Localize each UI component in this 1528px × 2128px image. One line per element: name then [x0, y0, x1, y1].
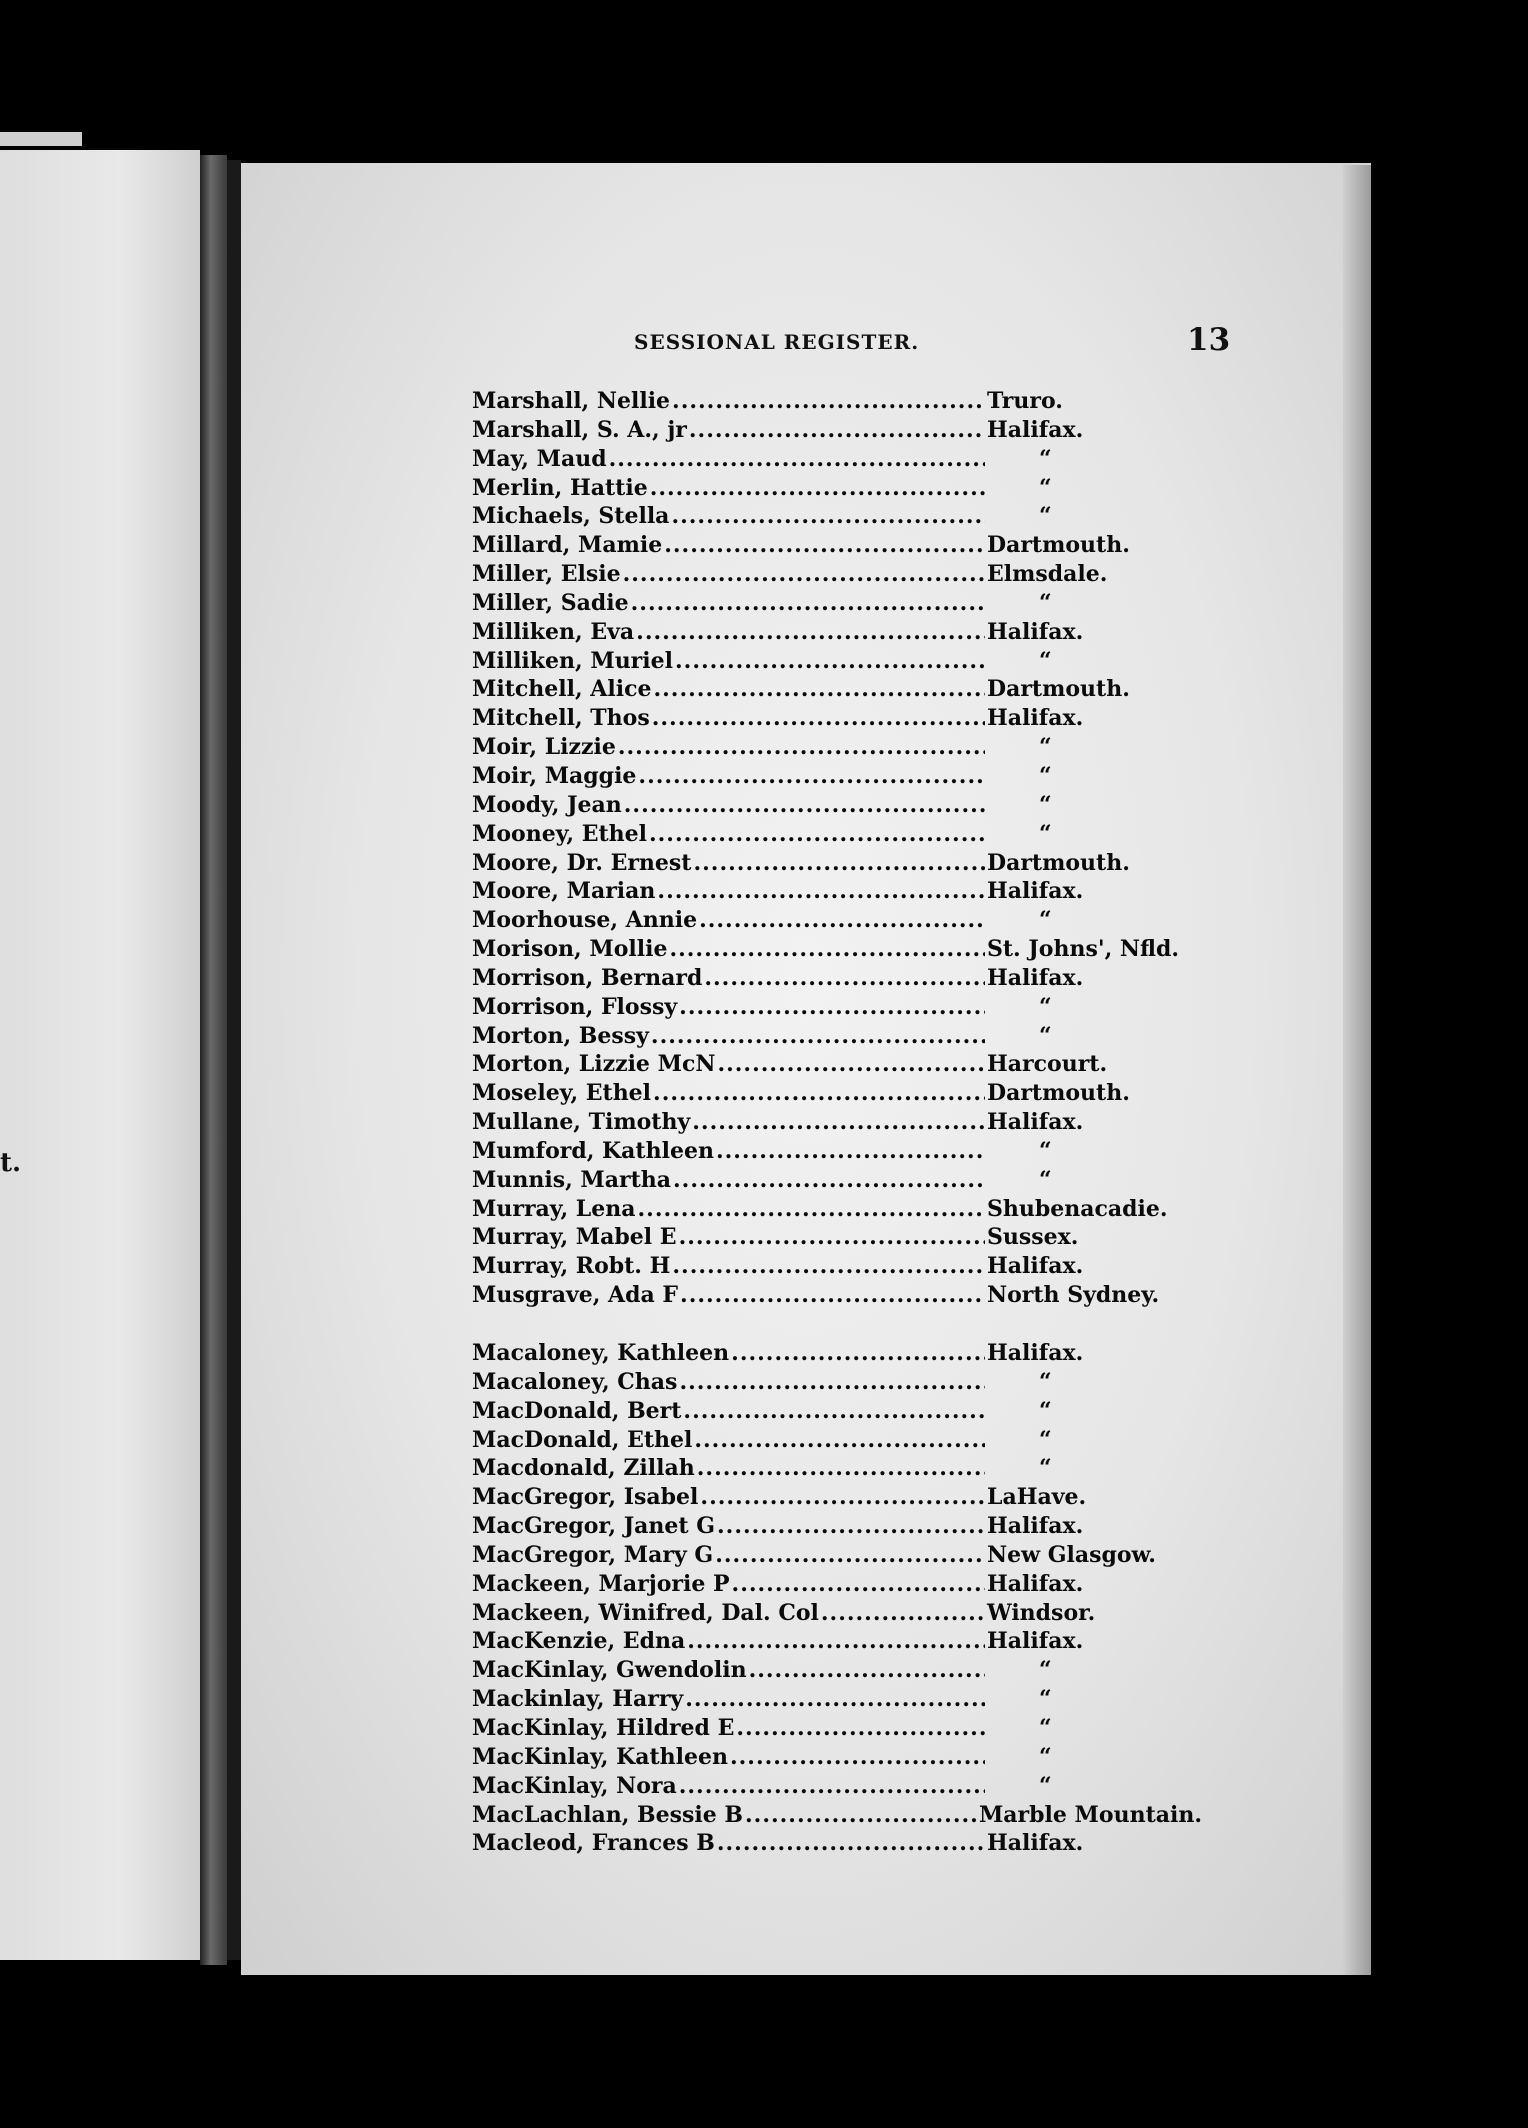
register-entry	[472, 964, 1202, 993]
register-entry	[472, 1339, 1202, 1368]
register-entry	[472, 1483, 1202, 1512]
entry-name: Mackeen, Marjorie P	[472, 1570, 730, 1597]
book-spine	[200, 155, 227, 1965]
entry-name: Murray, Robt. H	[472, 1253, 671, 1280]
entry-name: Moore, Marian	[472, 878, 656, 905]
register-list	[472, 387, 1202, 1858]
entry-name: Murray, Lena	[472, 1195, 636, 1222]
dot-leader	[669, 935, 985, 963]
dot-leader	[692, 1108, 985, 1136]
entry-town: “	[1039, 1714, 1052, 1741]
register-entry	[472, 820, 1202, 849]
register-entry	[472, 1829, 1202, 1858]
entry-name: Munnis, Martha	[472, 1166, 672, 1193]
entry-name: Moorhouse, Annie	[472, 907, 698, 934]
entry-town: “	[1039, 791, 1052, 818]
register-entry	[472, 1772, 1202, 1801]
entry-town: “	[1039, 820, 1052, 847]
left-page	[0, 150, 200, 1960]
register-entry	[472, 647, 1202, 676]
dot-leader	[675, 647, 985, 675]
entry-name: Morton, Lizzie McN	[472, 1051, 716, 1078]
entry-town: Halifax.	[987, 1628, 1084, 1655]
dot-leader	[679, 993, 985, 1021]
entry-town: “	[1039, 762, 1052, 789]
dot-leader	[609, 445, 985, 473]
register-entry	[472, 589, 1202, 618]
entry-name: Moore, Dr. Ernest	[472, 849, 692, 876]
entry-name: Moseley, Ethel	[472, 1080, 652, 1107]
entry-town: “	[1039, 445, 1052, 472]
register-entry	[472, 387, 1202, 416]
entry-town: Halifax.	[987, 1830, 1084, 1857]
register-entry	[472, 1223, 1202, 1252]
dot-leader	[732, 1570, 985, 1598]
dot-leader	[717, 1512, 985, 1540]
dot-leader	[679, 1223, 985, 1251]
entry-name: MacKinlay, Gwendolin	[472, 1657, 747, 1684]
entry-town: “	[1039, 734, 1052, 761]
entry-town: Sussex.	[987, 1224, 1079, 1251]
dot-leader	[672, 1252, 985, 1280]
entry-name: Morrison, Flossy	[472, 993, 678, 1020]
dot-leader	[699, 906, 985, 934]
register-entry	[472, 416, 1202, 445]
entry-town: New Glasgow.	[987, 1541, 1156, 1568]
entry-town: “	[1039, 1657, 1052, 1684]
entry-name: Morrison, Bernard	[472, 964, 703, 991]
entry-name: Morton, Bessy	[472, 1022, 649, 1049]
register-entry	[472, 877, 1202, 906]
entry-town: “	[1039, 1455, 1052, 1482]
entry-name: Marshall, S. A., jr	[472, 416, 687, 443]
register-entry	[472, 704, 1202, 733]
entry-town: Dartmouth.	[987, 1080, 1130, 1107]
entry-name: Michaels, Stella	[472, 503, 670, 530]
dot-leader	[636, 618, 985, 646]
entry-name: MacLachlan, Bessie B	[472, 1801, 744, 1828]
register-entry	[472, 849, 1202, 878]
register-entry	[472, 1079, 1202, 1108]
register-group-mac	[472, 1339, 1202, 1858]
register-group-m	[472, 387, 1202, 1310]
entry-town: “	[1039, 589, 1052, 616]
entry-name: Macleod, Frances B	[472, 1830, 715, 1857]
dot-leader	[689, 416, 985, 444]
dot-leader	[730, 1743, 985, 1771]
dot-leader	[672, 387, 985, 415]
dot-leader	[618, 733, 985, 761]
dot-leader	[717, 1829, 985, 1857]
dot-leader	[673, 1166, 985, 1194]
entry-name: Marshall, Nellie	[472, 388, 671, 414]
entry-town: Halifax.	[987, 964, 1084, 991]
entry-name: MacGregor, Mary G	[472, 1541, 714, 1568]
entry-name: Mackinlay, Harry	[472, 1686, 684, 1713]
register-entry	[472, 733, 1202, 762]
entry-town: “	[1039, 1772, 1052, 1799]
dot-leader	[716, 1137, 985, 1165]
dot-leader	[679, 1368, 985, 1396]
entry-name: Moir, Maggie	[472, 762, 637, 789]
entry-town: Halifax.	[987, 705, 1084, 732]
entry-town: Halifax.	[987, 1253, 1084, 1280]
entry-town: “	[1039, 647, 1052, 674]
dot-leader	[664, 531, 985, 559]
register-entry	[472, 1397, 1202, 1426]
entry-town: “	[1039, 1426, 1052, 1453]
entry-name: Moir, Lizzie	[472, 734, 616, 761]
dot-leader	[651, 1022, 985, 1050]
entry-town: Truro.	[987, 388, 1063, 414]
entry-name: MacKinlay, Hildred E	[472, 1714, 735, 1741]
dot-leader	[745, 1801, 977, 1829]
register-entry	[472, 1166, 1202, 1195]
dot-leader	[623, 560, 985, 588]
dot-leader	[638, 1195, 986, 1223]
register-entry	[472, 1685, 1202, 1714]
dot-leader	[685, 1685, 985, 1713]
register-entry	[472, 1281, 1202, 1310]
page-number: 13	[1187, 322, 1231, 358]
dot-leader	[624, 791, 985, 819]
register-entry	[472, 1195, 1202, 1224]
entry-name: Miller, Elsie	[472, 561, 621, 588]
entry-town: “	[1039, 1166, 1052, 1193]
entry-name: Mumford, Kathleen	[472, 1137, 714, 1164]
entry-town: Halifax.	[987, 1570, 1084, 1597]
entry-name: Milliken, Eva	[472, 618, 635, 645]
dot-leader	[653, 675, 985, 703]
entry-name: Mackeen, Winifred, Dal. Col	[472, 1599, 819, 1626]
dot-leader	[704, 964, 985, 992]
entry-name: MacDonald, Ethel	[472, 1426, 693, 1453]
entry-name: MacGregor, Isabel	[472, 1484, 699, 1511]
entry-town: St. Johns', Nfld.	[987, 936, 1180, 963]
entry-town: Halifax.	[987, 1513, 1084, 1540]
register-entry	[472, 675, 1202, 704]
register-entry	[472, 1022, 1202, 1051]
dot-leader	[683, 1397, 985, 1425]
register-entry	[472, 445, 1202, 474]
dot-leader	[638, 762, 985, 790]
dot-leader	[717, 1050, 985, 1078]
dot-leader	[652, 704, 985, 732]
register-entry	[472, 1454, 1202, 1483]
register-entry	[472, 1714, 1202, 1743]
entry-town: “	[1039, 1397, 1052, 1424]
dot-leader	[715, 1541, 985, 1569]
register-entry	[472, 935, 1202, 964]
left-page-text-fragment: t.	[0, 1148, 22, 1178]
entry-town: LaHave.	[987, 1484, 1087, 1511]
entry-name: Musgrave, Ada F	[472, 1282, 679, 1309]
entry-name: Millard, Mamie	[472, 532, 663, 559]
entry-name: MacKinlay, Kathleen	[472, 1743, 728, 1770]
register-entry	[472, 1426, 1202, 1455]
dot-leader	[687, 1627, 985, 1655]
register-entry	[472, 993, 1202, 1022]
register-entry	[472, 1627, 1202, 1656]
register-entry	[472, 762, 1202, 791]
entry-name: Miller, Sadie	[472, 589, 629, 616]
dot-leader	[649, 820, 985, 848]
register-entry	[472, 1137, 1202, 1166]
entry-town: Marble Mountain.	[978, 1801, 1202, 1828]
right-page-edge	[1343, 165, 1371, 1975]
register-entry	[472, 1801, 1202, 1830]
entry-town: Elmsdale.	[987, 561, 1108, 588]
dot-leader	[657, 877, 985, 905]
entry-town: “	[1039, 1368, 1052, 1395]
entry-name: May, Maud	[472, 445, 607, 472]
dot-leader	[731, 1339, 985, 1367]
entry-name: MacKinlay, Nora	[472, 1772, 677, 1799]
register-entry	[472, 1512, 1202, 1541]
entry-town: Shubenacadie.	[987, 1195, 1168, 1222]
group-separator	[472, 1310, 1202, 1339]
entry-town: Halifax.	[987, 416, 1084, 443]
entry-town: “	[1039, 993, 1052, 1020]
entry-town: “	[1039, 474, 1052, 501]
entry-town: “	[1039, 1137, 1052, 1164]
entry-name: Milliken, Muriel	[472, 647, 673, 674]
entry-town: “	[1039, 503, 1052, 530]
dot-leader	[700, 1483, 985, 1511]
entry-name: Mitchell, Thos	[472, 705, 650, 732]
dot-leader	[653, 1079, 985, 1107]
dot-leader	[679, 1772, 985, 1800]
entry-town: North Sydney.	[987, 1282, 1160, 1309]
dot-leader	[680, 1281, 985, 1309]
register-entry	[472, 1743, 1202, 1772]
dot-leader	[693, 849, 985, 877]
register-entry	[472, 1599, 1202, 1628]
entry-town: “	[1039, 1686, 1052, 1713]
dot-leader	[821, 1599, 985, 1627]
page-gutter	[227, 160, 241, 1960]
entry-name: Moody, Jean	[472, 791, 622, 818]
entry-town: Dartmouth.	[987, 532, 1130, 559]
register-entry	[472, 531, 1202, 560]
entry-name: Macdonald, Zillah	[472, 1455, 695, 1482]
register-entry	[472, 1368, 1202, 1397]
entry-name: MacGregor, Janet G	[472, 1513, 716, 1540]
running-head: SESSIONAL REGISTER.	[634, 330, 920, 354]
dot-leader	[697, 1454, 985, 1482]
entry-name: Merlin, Hattie	[472, 474, 648, 501]
entry-name: MacDonald, Bert	[472, 1397, 682, 1424]
entry-town: “	[1039, 1022, 1052, 1049]
register-entry	[472, 618, 1202, 647]
register-entry	[472, 1050, 1202, 1079]
register-entry	[472, 1541, 1202, 1570]
entry-town: Halifax.	[987, 1340, 1084, 1366]
entry-name: Murray, Mabel E	[472, 1224, 677, 1251]
entry-name: Morison, Mollie	[472, 936, 668, 963]
register-entry	[472, 1252, 1202, 1281]
register-entry	[472, 1570, 1202, 1599]
entry-town: Dartmouth.	[987, 676, 1130, 703]
register-entry	[472, 560, 1202, 589]
register-entry	[472, 502, 1202, 531]
entry-town: Dartmouth.	[987, 849, 1130, 876]
left-page-edge	[0, 132, 82, 146]
entry-name: MacKenzie, Edna	[472, 1628, 686, 1655]
dot-leader	[671, 502, 985, 530]
dot-leader	[694, 1426, 985, 1454]
register-entry	[472, 1656, 1202, 1685]
entry-name: Mitchell, Alice	[472, 676, 652, 703]
entry-town: Windsor.	[987, 1599, 1096, 1626]
entry-town: Harcourt.	[987, 1051, 1108, 1078]
dot-leader	[749, 1656, 985, 1684]
dot-leader	[650, 474, 985, 502]
entry-town: “	[1039, 907, 1052, 934]
dot-leader	[631, 589, 985, 617]
entry-town: Halifax.	[987, 1109, 1084, 1136]
register-entry	[472, 474, 1202, 503]
register-entry	[472, 906, 1202, 935]
register-entry	[472, 791, 1202, 820]
entry-town: Halifax.	[987, 618, 1084, 645]
entry-town: Halifax.	[987, 878, 1084, 905]
entry-name: Macaloney, Kathleen	[472, 1340, 730, 1366]
entry-name: Macaloney, Chas	[472, 1368, 678, 1395]
register-entry	[472, 1108, 1202, 1137]
entry-town: “	[1039, 1743, 1052, 1770]
entry-name: Mooney, Ethel	[472, 820, 647, 847]
dot-leader	[736, 1714, 985, 1742]
entry-name: Mullane, Timothy	[472, 1109, 691, 1136]
